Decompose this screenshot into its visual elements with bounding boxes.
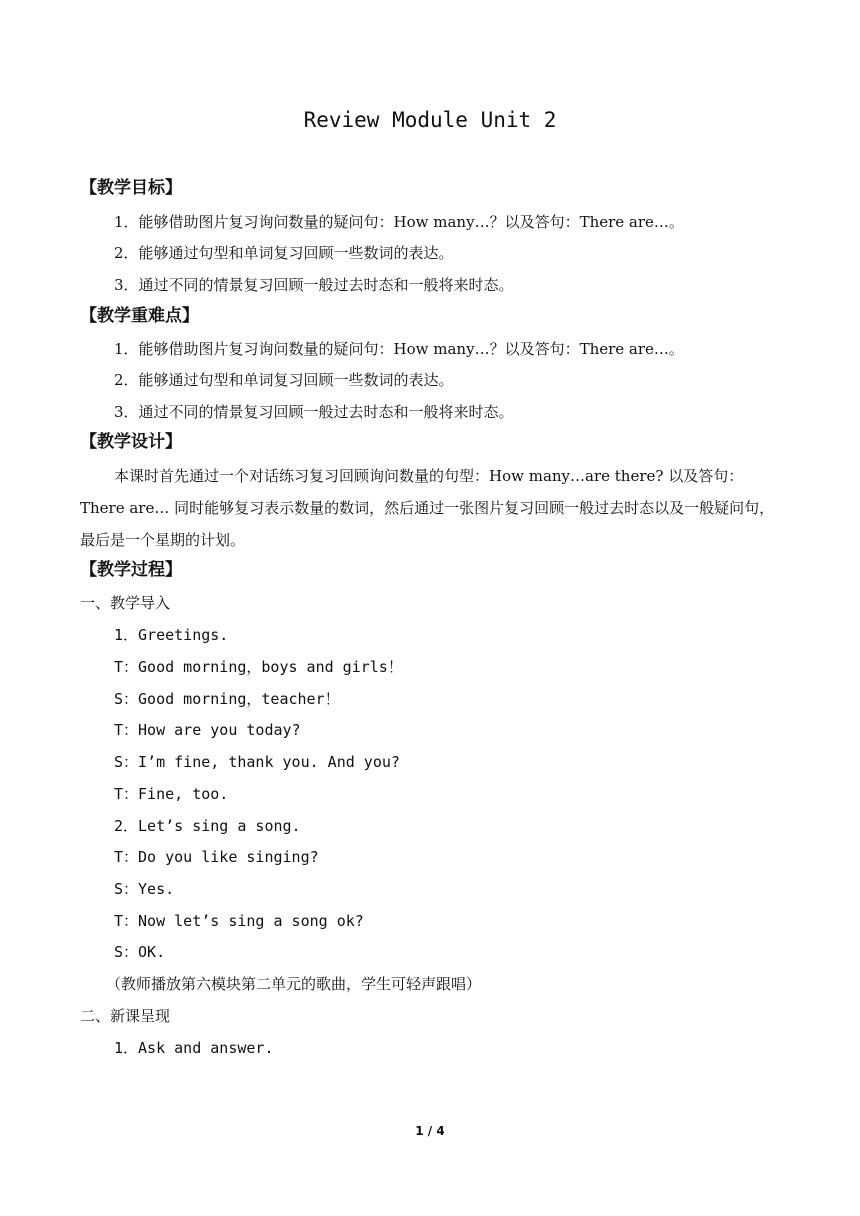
- process-line: S：I’m fine, thank you. And you?: [114, 753, 400, 771]
- key-point-item: 2．能够通过句型和单词复习回顾一些数词的表达。: [114, 371, 454, 389]
- section-heading-key-points: 【教学重难点】: [80, 306, 199, 326]
- key-point-item: 3．通过不同的情景复习回顾一般过去时态和一般将来时态。: [114, 403, 514, 421]
- section-heading-process: 【教学过程】: [80, 560, 182, 580]
- process-line: T：How are you today?: [114, 721, 301, 739]
- process-line: 1．Greetings.: [114, 626, 229, 644]
- objective-item: 2．能够通过句型和单词复习回顾一些数词的表达。: [114, 244, 454, 262]
- process-line: 2．Let’s sing a song.: [114, 817, 301, 835]
- process-line: T：Now let’s sing a song ok?: [114, 912, 364, 930]
- process-part-title: 二、新课呈现: [80, 1007, 171, 1025]
- document-title: Review Module Unit 2: [303, 108, 557, 132]
- process-line: S：Good morning，teacher！: [114, 690, 340, 708]
- objective-item: 1．能够借助图片复习询问数量的疑问句：How many…？以及答句：There are…。: [114, 213, 684, 231]
- process-line: T：Do you like singing?: [114, 848, 319, 866]
- page-number: 1 / 4: [415, 1124, 445, 1138]
- process-line: S：OK.: [114, 943, 166, 961]
- section-heading-objectives: 【教学目标】: [80, 178, 182, 198]
- objective-item: 3．通过不同的情景复习回顾一般过去时态和一般将来时态。: [114, 276, 514, 294]
- section-heading-design: 【教学设计】: [80, 432, 182, 452]
- process-line: 1．Ask and answer.: [114, 1039, 274, 1057]
- process-part-title: 一、教学导入: [80, 594, 171, 612]
- process-line: T：Good morning，boys and girls！: [114, 658, 403, 676]
- process-line: S：Yes.: [114, 880, 175, 898]
- process-note: （教师播放第六模块第二单元的歌曲，学生可轻声跟唱）: [106, 975, 482, 993]
- key-point-item: 1．能够借助图片复习询问数量的疑问句：How many…？以及答句：There are…。: [114, 340, 684, 358]
- process-line: T：Fine, too.: [114, 785, 229, 803]
- design-paragraph: 本课时首先通过一个对话练习复习回顾询问数量的句型：How many…are there? 以及答句：There are… 同时能够复习表示数量的数词，然后通过一张图片复习回顾一般过去时态以及一般疑问句，最后是一个星期的计划。: [80, 467, 775, 549]
